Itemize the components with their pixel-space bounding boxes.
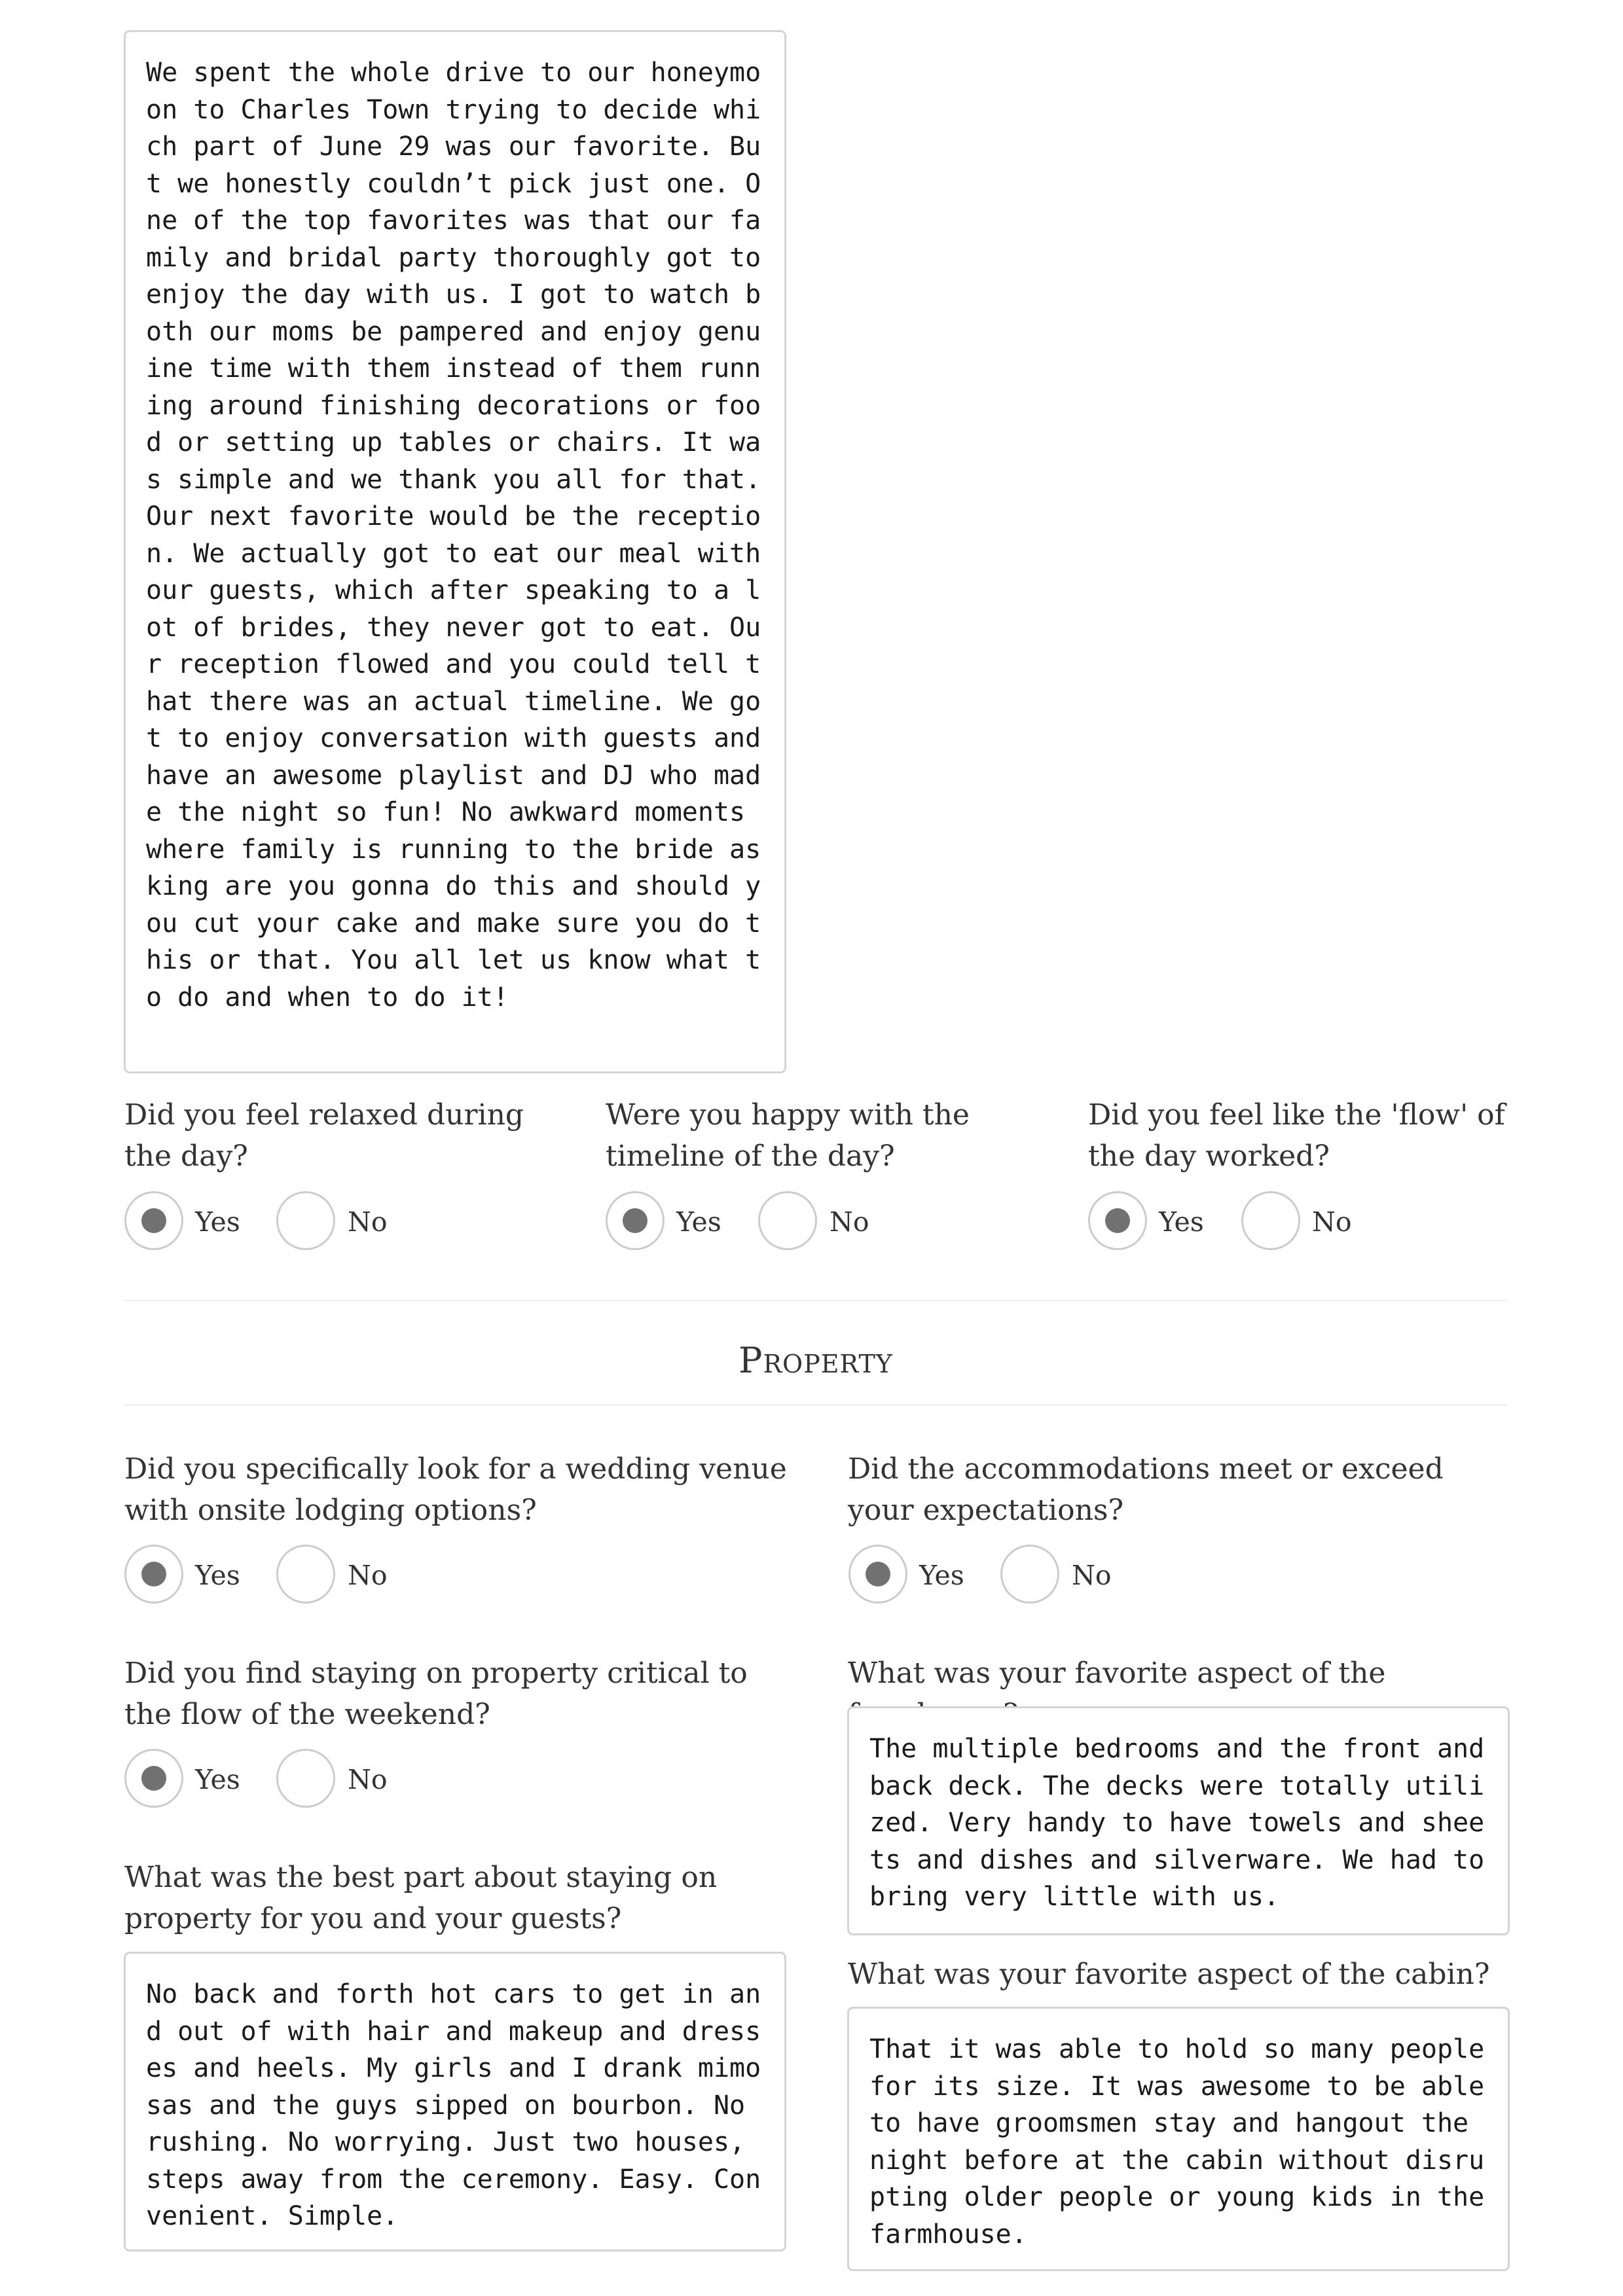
onsite-lodging-yes-label: Yes [195, 1560, 240, 1591]
timeline-question-label: Were you happy with the timeline of the day? [606, 1098, 970, 1173]
flow-question-label: Did you feel like the 'flow' of the day worked? [1088, 1098, 1505, 1173]
timeline-no-radio[interactable] [758, 1191, 817, 1250]
flow-yes-label: Yes [1159, 1206, 1204, 1238]
onsite-lodging-no-radio[interactable] [276, 1545, 335, 1604]
cabin-question-label: What was your favorite aspect of the cabin? [848, 1958, 1490, 1991]
flow-no-radio[interactable] [1241, 1191, 1300, 1250]
relaxed-yes-label: Yes [195, 1206, 240, 1238]
flow-no-label: No [1312, 1206, 1352, 1238]
selected-dot-icon [141, 1562, 166, 1587]
onsite-lodging-no-label: No [348, 1560, 388, 1591]
farmhouse-question-label: What was your favorite aspect of the [848, 1657, 1386, 1690]
selected-dot-icon [866, 1562, 890, 1587]
flow-yes-radio[interactable] [1088, 1191, 1147, 1250]
cabin-textarea[interactable]: That it was able to hold so many people for its size. It was awesome to be able to have groomsmen stay and hangout the night before at the cabin without disrupting older people or young kids in the farmhouse. [847, 2007, 1510, 2271]
staying-critical-question-label: Did you find staying on property critical to the flow of the weekend? [124, 1657, 748, 1731]
onsite-lodging-yes-radio[interactable] [124, 1545, 183, 1604]
relaxed-no-label: No [348, 1206, 388, 1238]
accommodations-yes-radio[interactable] [848, 1545, 907, 1604]
selected-dot-icon [1105, 1208, 1130, 1233]
accommodations-no-radio[interactable] [1000, 1545, 1059, 1604]
best-part-question-label: What was the best part about staying on property for you and your guests? [124, 1861, 718, 1935]
favorite-part-textarea[interactable]: We spent the whole drive to our honeymoon to Charles Town trying to decide which part of June 29 was our favorite. But we honestly couldn’t pick just one. One of the top favorites was that our family and bridal party thoroughly got to enjoy the day with us. I got to watch both our moms be pampered and enjoy genuine time with them instead of them running around finishing decorations or food or setting up tables or chairs. It was simple and we thank you all for that. Our next favorite would be the reception. We actually got to eat our meal with our guests, which after speaking to a lot of brides, they never got to eat. Our reception flowed and you could tell that there was an actual timeline. We got to enjoy conversation with guests and have an awesome playlist and DJ who made the night so fun! No awkward moments where family is running to the bride asking are you gonna do this and should you cut your cake and make sure you do this or that. You all let us know what to do and when to do it! [124, 30, 786, 1073]
selected-dot-icon [623, 1208, 647, 1233]
selected-dot-icon [141, 1766, 166, 1791]
property-section-title: Property [739, 1340, 893, 1381]
timeline-no-label: No [830, 1206, 869, 1238]
accommodations-yes-label: Yes [919, 1560, 964, 1591]
accommodations-question-label: Did the accommodations meet or exceed your expectations? [848, 1452, 1444, 1527]
relaxed-question-label: Did you feel relaxed during the day? [124, 1098, 524, 1173]
farmhouse-textarea[interactable]: The multiple bedrooms and the front and back deck. The decks were totally utilized. Very handy to have towels and sheets and dishes and silverware. We had to bring very little with us. [847, 1706, 1510, 1935]
section-divider-top [124, 1300, 1507, 1301]
timeline-yes-label: Yes [676, 1206, 721, 1238]
staying-critical-yes-radio[interactable] [124, 1749, 183, 1808]
relaxed-no-radio[interactable] [276, 1191, 335, 1250]
onsite-lodging-question-label: Did you specifically look for a wedding venue with onsite lodging options? [124, 1452, 787, 1527]
best-part-textarea[interactable]: No back and forth hot cars to get in and out of with hair and makeup and dresses and heels. My girls and I drank mimosas and the guys sipped on bourbon. No rushing. No worrying. Just two houses, steps away from the ceremony. Easy. Convenient. Simple. [124, 1952, 786, 2251]
staying-critical-yes-label: Yes [195, 1764, 240, 1795]
timeline-yes-radio[interactable] [606, 1191, 665, 1250]
relaxed-yes-radio[interactable] [124, 1191, 183, 1250]
section-divider-bottom [124, 1405, 1507, 1406]
staying-critical-no-radio[interactable] [276, 1749, 335, 1808]
selected-dot-icon [141, 1208, 166, 1233]
staying-critical-no-label: No [348, 1764, 388, 1795]
accommodations-no-label: No [1072, 1560, 1112, 1591]
